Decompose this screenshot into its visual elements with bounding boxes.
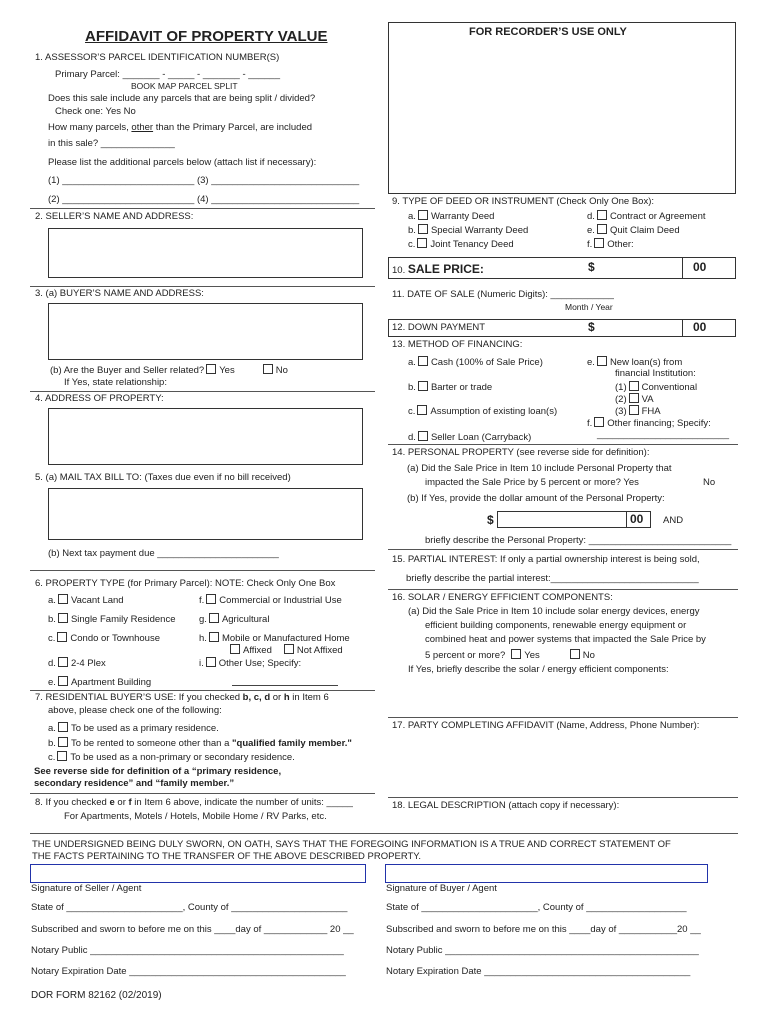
fin-e: e. New loan(s) from xyxy=(587,357,683,368)
type-d: d. 2-4 Plex xyxy=(48,658,106,669)
pp-and: AND xyxy=(663,515,684,526)
item-17-heading: 17. PARTY COMPLETING AFFIDAVIT (Name, Address, Phone Number): xyxy=(392,720,700,731)
solar-brief: If Yes, briefly describe the solar / energy efficient components: xyxy=(408,664,669,675)
type-g: g. Agricultural xyxy=(199,614,270,625)
relationship-label: If Yes, state relationship: xyxy=(64,377,167,388)
related-yes-checkbox[interactable] xyxy=(206,364,216,374)
split-check-one: Check one: Yes No xyxy=(55,106,136,117)
item-18-heading: 18. LEGAL DESCRIPTION (attach copy if necessary): xyxy=(392,800,620,811)
use-b: b. To be rented to someone other than a "qualified family member." xyxy=(48,738,352,749)
joint-tenancy-checkbox[interactable] xyxy=(417,238,427,248)
fin-a: a. Cash (100% of Sale Price) xyxy=(408,357,543,368)
sale-price-cents: 00 xyxy=(693,260,707,274)
item-8-heading: 8. If you checked e or f in Item 6 above, indicate the number of units: _____ xyxy=(35,797,353,808)
primary-residence-checkbox[interactable] xyxy=(58,722,68,732)
fin-e-sub: financial Institution: xyxy=(615,368,696,379)
recorder-use-box xyxy=(388,22,736,194)
pp-b: (b) If Yes, provide the dollar amount of the Personal Property: xyxy=(407,493,665,504)
va-checkbox[interactable] xyxy=(629,393,639,403)
mobile-home-checkbox[interactable] xyxy=(209,632,219,642)
not-affixed-checkbox[interactable] xyxy=(284,644,294,654)
vacant-land-checkbox[interactable] xyxy=(58,594,68,604)
secondary-residence-checkbox[interactable] xyxy=(57,751,67,761)
item-15-l1: 15. PARTIAL INTEREST: If only a partial ownership interest is being sold, xyxy=(392,554,700,565)
oath-line-2: THE FACTS PERTAINING TO THE TRANSFER OF THE ABOVE DESCRIBED PROPERTY. xyxy=(32,851,422,862)
fin-d: d. Seller Loan (Carryback) xyxy=(408,432,532,443)
additional-parcels-note: Please list the additional parcels below (attach list if necessary): xyxy=(48,157,317,168)
type-a: a. Vacant Land xyxy=(48,595,124,606)
item-6-heading: 6. PROPERTY TYPE (for Primary Parcel): NOTE: Check Only One Box xyxy=(35,578,336,589)
seller-signature-field[interactable] xyxy=(30,864,366,883)
apartment-checkbox[interactable] xyxy=(58,676,68,686)
deed-b: b. Special Warranty Deed xyxy=(408,225,529,236)
deed-d: d. Contract or Agreement xyxy=(587,211,706,222)
property-address-box[interactable] xyxy=(48,408,363,465)
seller-notary[interactable]: Notary Public ________________________________________________ xyxy=(31,945,344,956)
fha-checkbox[interactable] xyxy=(629,405,639,415)
buyer-seller-related: (b) Are the Buyer and Seller related? Yes No xyxy=(50,365,288,376)
buyer-signature-label: Signature of Buyer / Agent xyxy=(386,883,497,894)
item-1-heading: 1. ASSESSOR’S PARCEL IDENTIFICATION NUMBER(S) xyxy=(35,52,280,63)
other-financing-checkbox[interactable] xyxy=(594,417,604,427)
use-c: c. To be used as a non-primary or secondary residence. xyxy=(48,752,295,763)
date-of-sale[interactable]: 11. DATE OF SALE (Numeric Digits): ____________ xyxy=(392,289,614,300)
item-3a-heading: 3. (a) BUYER’S NAME AND ADDRESS: xyxy=(35,288,204,299)
special-warranty-checkbox[interactable] xyxy=(418,224,428,234)
item-16-heading: 16. SOLAR / ENERGY EFFICIENT COMPONENTS: xyxy=(392,592,613,603)
how-many-parcels: How many parcels, other than the Primary Parcel, are included xyxy=(48,122,313,133)
assumption-checkbox[interactable] xyxy=(417,405,427,415)
fin-e-1: (1) Conventional xyxy=(615,382,698,393)
warranty-deed-checkbox[interactable] xyxy=(418,210,428,220)
buyer-notary[interactable]: Notary Public ________________________________________________ xyxy=(386,945,699,956)
conventional-checkbox[interactable] xyxy=(629,381,639,391)
next-tax-payment[interactable]: (b) Next tax payment due _______________________ xyxy=(48,548,279,559)
parcel-columns: BOOK MAP PARCEL SPLIT xyxy=(131,81,238,91)
mail-tax-bill-box[interactable] xyxy=(48,488,363,540)
single-family-checkbox[interactable] xyxy=(58,613,68,623)
oath-line-1: THE UNDERSIGNED BEING DULY SWORN, ON OATH, SAYS THAT THE FOREGOING INFORMATION IS A TRUE AND CORRECT STATEMENT OF xyxy=(32,839,671,850)
type-b: b. Single Family Residence xyxy=(48,614,176,625)
fin-c: c. Assumption of existing loan(s) xyxy=(408,406,558,417)
new-loan-checkbox[interactable] xyxy=(597,356,607,366)
see-reverse-1: See reverse side for definition of a “primary residence, xyxy=(34,766,282,777)
date-of-sale-hint: Month / Year xyxy=(565,302,613,312)
down-payment-dollar: $ xyxy=(588,320,595,334)
seller-name-address-box[interactable] xyxy=(48,228,363,278)
item-7-sub: above, please check one of the following: xyxy=(48,705,222,716)
fin-f: f. Other financing; Specify: xyxy=(587,418,711,429)
other-deed-checkbox[interactable] xyxy=(594,238,604,248)
solar-a4: 5 percent or more? Yes No xyxy=(425,650,595,661)
deed-f: f. Other: xyxy=(587,239,634,250)
solar-a3: combined heat and power systems that impacted the Sale Price by xyxy=(425,634,706,645)
seller-state-county[interactable]: State of ______________________, County of ______________________ xyxy=(31,902,348,913)
seller-signature-label: Signature of Seller / Agent xyxy=(31,883,142,894)
other-use-line[interactable] xyxy=(232,685,338,686)
cash-checkbox[interactable] xyxy=(418,356,428,366)
pp-cents: 00 xyxy=(630,512,644,526)
fin-e-2: (2) VA xyxy=(615,394,654,405)
item-14-heading: 14. PERSONAL PROPERTY (see reverse side for definition): xyxy=(392,447,650,458)
buyer-state-county[interactable]: State of ______________________, County of ___________________ xyxy=(386,902,687,913)
pp-a2: impacted the Sale Price by 5 percent or more? Yes xyxy=(425,477,639,488)
type-h-affixed: Affixed Not Affixed xyxy=(228,644,343,657)
solar-no-checkbox[interactable] xyxy=(570,649,580,659)
primary-parcel: Primary Parcel: _______ - _____ - _______ - ______ xyxy=(55,69,280,80)
deed-a: a. Warranty Deed xyxy=(408,211,495,222)
item-13-heading: 13. METHOD OF FINANCING: xyxy=(392,339,523,350)
quit-claim-checkbox[interactable] xyxy=(597,224,607,234)
recorder-use-label: FOR RECORDER’S USE ONLY xyxy=(469,26,627,38)
buyer-sworn[interactable]: Subscribed and sworn to before me on this ____day of ___________20 __ xyxy=(386,924,701,935)
item-4-heading: 4. ADDRESS OF PROPERTY: xyxy=(35,393,164,404)
type-c: c. Condo or Townhouse xyxy=(48,633,161,644)
type-h: h. Mobile or Manufactured Home xyxy=(199,633,350,644)
plex-checkbox[interactable] xyxy=(58,657,68,667)
sale-price-label: 10. SALE PRICE: xyxy=(392,262,484,276)
condo-checkbox[interactable] xyxy=(57,632,67,642)
down-payment-cents: 00 xyxy=(693,320,707,334)
item-8-sub: For Apartments, Motels / Hotels, Mobile Home / RV Parks, etc. xyxy=(64,811,327,822)
commercial-checkbox[interactable] xyxy=(206,594,216,604)
rented-checkbox[interactable] xyxy=(58,737,68,747)
use-a: a. To be used as a primary residence. xyxy=(48,723,219,734)
sale-price-dollar: $ xyxy=(588,260,595,274)
down-payment-label: 12. DOWN PAYMENT xyxy=(392,322,486,333)
pp-a1: (a) Did the Sale Price in Item 10 include Personal Property that xyxy=(407,463,672,474)
fin-e-3: (3) FHA xyxy=(615,406,661,417)
related-no-checkbox[interactable] xyxy=(263,364,273,374)
in-this-sale: in this sale? ______________ xyxy=(48,138,175,149)
type-e: e. Apartment Building xyxy=(48,677,152,688)
parcels-1-3[interactable]: (1) _________________________ (3) ____________________________ xyxy=(48,175,360,186)
other-use-checkbox[interactable] xyxy=(206,657,216,667)
item-2-heading: 2. SELLER’S NAME AND ADDRESS: xyxy=(35,211,194,222)
buyer-notary-expiration[interactable]: Notary Expiration Date _______________________________________ xyxy=(386,966,691,977)
pp-dollar: $ xyxy=(487,513,494,527)
agricultural-checkbox[interactable] xyxy=(209,613,219,623)
seller-notary-expiration[interactable]: Notary Expiration Date _________________________________________ xyxy=(31,966,346,977)
seller-sworn[interactable]: Subscribed and sworn to before me on this ____day of ____________ 20 __ xyxy=(31,924,354,935)
fin-b: b. Barter or trade xyxy=(408,382,493,393)
seller-loan-checkbox[interactable] xyxy=(418,431,428,441)
form-title: AFFIDAVIT OF PROPERTY VALUE xyxy=(85,28,328,45)
pp-brief[interactable]: briefly describe the Personal Property: ___________________________ xyxy=(425,535,732,546)
type-i: i. Other Use; Specify: xyxy=(199,658,302,669)
pp-a-no: No xyxy=(703,477,716,488)
see-reverse-2: secondary residence” and “family member.” xyxy=(34,778,235,789)
pp-amount-box[interactable] xyxy=(497,511,651,528)
item-7-heading: 7. RESIDENTIAL BUYER’S USE: If you checked b, c, d or h in Item 6 xyxy=(35,692,329,703)
deed-c: c. Joint Tenancy Deed xyxy=(408,239,514,250)
type-f: f. Commercial or Industrial Use xyxy=(199,595,342,606)
form-number: DOR FORM 82162 (02/2019) xyxy=(31,990,162,1001)
contract-checkbox[interactable] xyxy=(597,210,607,220)
split-question: Does this sale include any parcels that are being split / divided? xyxy=(48,93,316,104)
deed-e: e. Quit Claim Deed xyxy=(587,225,680,236)
barter-checkbox[interactable] xyxy=(418,381,428,391)
item-5a-heading: 5. (a) MAIL TAX BILL TO: (Taxes due even if no bill received) xyxy=(35,472,291,483)
item-9-heading: 9. TYPE OF DEED OR INSTRUMENT (Check Only One Box): xyxy=(392,196,655,207)
solar-yes-checkbox[interactable] xyxy=(511,649,521,659)
affixed-checkbox[interactable] xyxy=(230,644,240,654)
fin-f-line[interactable]: _________________________ xyxy=(597,429,730,440)
solar-a2: efficient building components, renewable energy equipment or xyxy=(425,620,687,631)
parcels-2-4[interactable]: (2) _________________________ (4) ____________________________ xyxy=(48,194,360,205)
item-15-l2[interactable]: briefly describe the partial interest:____________________________ xyxy=(406,573,699,584)
buyer-name-address-box[interactable] xyxy=(48,303,363,360)
solar-a1: (a) Did the Sale Price in Item 10 include solar energy devices, energy xyxy=(408,606,700,617)
buyer-signature-field[interactable] xyxy=(385,864,708,883)
